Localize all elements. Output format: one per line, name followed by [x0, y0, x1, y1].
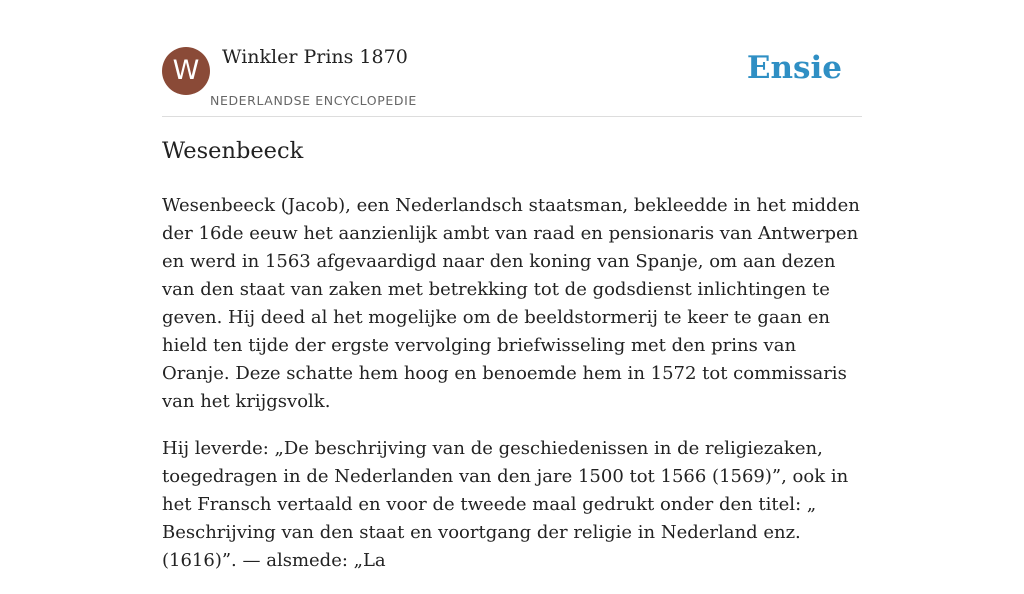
- article-content: [162, 192, 862, 594]
- source-title[interactable]: Winkler Prins 1870: [222, 46, 408, 68]
- article-paragraph: Hij leverde: „De beschrijving van de geschiedenissen in de religiezaken, toegedragen in de Nederlanden van den jare 1500 tot 1566 (1569)”, ook in het Fransch vertaald en voor de tweede maal gedrukt onder den titel: „ Beschrijving van den staat en voortgang der religie in Nederland enz. (1616)”. — alsmede: „La: [162, 438, 849, 571]
- source-subtitle: NEDERLANDSE ENCYCLOPEDIE: [210, 93, 417, 108]
- article-title: Wesenbeeck: [162, 138, 304, 164]
- header: [162, 40, 862, 117]
- brand-logo[interactable]: Ensie: [746, 50, 842, 86]
- source-avatar[interactable]: W: [162, 47, 210, 95]
- article-paragraph: Wesenbeeck (Jacob), een Nederlandsch staatsman, bekleedde in het midden der 16de eeuw het aanzienlijk ambt van raad en pensionaris van Antwerpen en werd in 1563 afgevaardigd naar den koning van Spanje, om aan dezen van den staat van zaken met betrekking tot de godsdienst inlichtingen te geven. Hij deed al het mogelijke om de beeldstormerij te keer te gaan en hield ten tijde der ergste vervolging briefwisseling met den prins van Oranje. Deze schatte hem hoog en benoemde hem in 1572 tot commissaris van het krijgsvolk.: [162, 195, 860, 412]
